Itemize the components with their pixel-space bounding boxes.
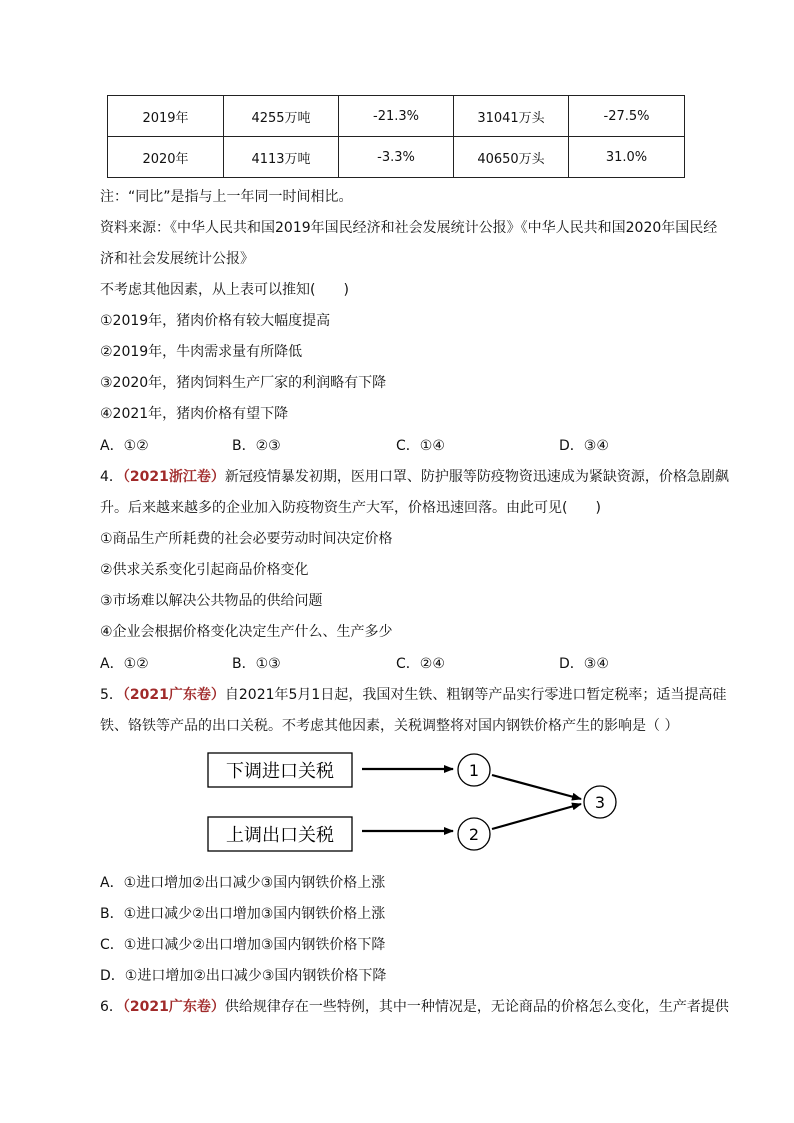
q4-item-2: ②供求关系变化引起商品价格变化 bbox=[100, 562, 309, 578]
q5-option-a[interactable]: A．①进口增加②出口减少③国内钢铁价格上涨 bbox=[100, 875, 386, 891]
q4-option-b[interactable]: B．①③ bbox=[232, 656, 281, 672]
table-cell: 31041万头 bbox=[454, 96, 569, 137]
q5-number: 5． bbox=[100, 687, 123, 703]
q6-stem-line-1 bbox=[100, 997, 729, 1017]
q3-option-b[interactable]: B．②③ bbox=[232, 438, 281, 454]
table-cell: 31.0% bbox=[569, 137, 685, 178]
tariff-flow-diagram bbox=[195, 745, 625, 860]
q5-stem-line-1 bbox=[100, 685, 726, 705]
table-note: 注：“同比”是指与上一年同一时间相比。 bbox=[100, 189, 353, 205]
q4-option-a[interactable]: A．①② bbox=[100, 656, 149, 672]
q5-option-b[interactable]: B．①进口减少②出口增加③国内钢铁价格上涨 bbox=[100, 906, 386, 922]
node-2-label: 2 bbox=[468, 825, 480, 844]
table-cell: 4113万吨 bbox=[224, 137, 339, 178]
q5-stem-line-2: 铁、铬铁等产品的出口关税。不考虑其他因素，关税调整将对国内钢铁价格产生的影响是（ ） bbox=[100, 718, 679, 734]
node-3-label: 3 bbox=[594, 793, 606, 812]
arrow-node2-to-node3 bbox=[492, 804, 581, 829]
node-1-label: 1 bbox=[468, 761, 480, 780]
table-cell: -3.3% bbox=[339, 137, 454, 178]
q4-item-3: ③市场难以解决公共物品的供给问题 bbox=[100, 593, 323, 609]
table-cell: -27.5% bbox=[569, 96, 685, 137]
q3-item-3: ③2020年，猪肉饲料生产厂家的利润略有下降 bbox=[100, 375, 387, 391]
q3-option-d[interactable]: D．③④ bbox=[559, 438, 609, 454]
table-cell: 4255万吨 bbox=[224, 96, 339, 137]
table-cell: -21.3% bbox=[339, 96, 454, 137]
source-line-1: 资料来源：《中华人民共和国2019年国民经济和社会发展统计公报》《中华人民共和国2020年国民经 bbox=[100, 220, 718, 236]
q4-source: （2021浙江卷） bbox=[122, 469, 225, 485]
table-cell: 2020年 bbox=[108, 137, 224, 178]
q4-stem-line-1 bbox=[100, 467, 729, 487]
arrow-node1-to-node3 bbox=[492, 775, 581, 799]
table-cell: 2019年 bbox=[108, 96, 224, 137]
q4-item-4: ④企业会根据价格变化决定生产什么、生产多少 bbox=[100, 624, 393, 640]
q4-stem-line-2: 升。后来越来越多的企业加入防疫物资生产大军，价格迅速回落。由此可见( ) bbox=[100, 500, 601, 516]
table-row bbox=[108, 137, 685, 178]
table-cell: 40650万头 bbox=[454, 137, 569, 178]
q6-source: （2021广东卷） bbox=[122, 999, 225, 1015]
q3-item-1: ①2019年，猪肉价格有较大幅度提高 bbox=[100, 313, 331, 329]
table-row bbox=[108, 96, 685, 137]
export-tariff-label: 上调出口关税 bbox=[226, 825, 334, 846]
q4-option-c[interactable]: C．②④ bbox=[396, 656, 445, 672]
source-line-2: 济和社会发展统计公报》 bbox=[100, 251, 254, 267]
q3-option-a[interactable]: A．①② bbox=[100, 438, 149, 454]
data-table bbox=[107, 95, 685, 178]
q3-item-2: ②2019年，牛肉需求量有所降低 bbox=[100, 344, 303, 360]
q3-stem: 不考虑其他因素，从上表可以推知( ) bbox=[100, 282, 349, 298]
q3-item-4: ④2021年，猪肉价格有望下降 bbox=[100, 406, 289, 422]
q3-option-c[interactable]: C．①④ bbox=[396, 438, 445, 454]
q6-stem-text: 供给规律存在一些特例，其中一种情况是，无论商品的价格怎么变化，生产者提供 bbox=[224, 999, 729, 1015]
q5-source: （2021广东卷） bbox=[122, 687, 225, 703]
q5-option-d[interactable]: D．①进口增加②出口减少③国内钢铁价格下降 bbox=[100, 968, 387, 984]
q4-number: 4． bbox=[100, 469, 123, 485]
q5-option-c[interactable]: C．①进口减少②出口增加③国内钢铁价格下降 bbox=[100, 937, 386, 953]
q6-number: 6． bbox=[100, 999, 123, 1015]
q5-stem-text: 自2021年5月1日起，我国对生铁、粗钢等产品实行零进口暂定税率；适当提高硅 bbox=[224, 687, 727, 703]
q4-option-d[interactable]: D．③④ bbox=[559, 656, 609, 672]
q4-item-1: ①商品生产所耗费的社会必要劳动时间决定价格 bbox=[100, 531, 393, 547]
import-tariff-label: 下调进口关税 bbox=[226, 761, 334, 782]
q4-stem-text: 新冠疫情暴发初期，医用口罩、防护服等防疫物资迅速成为紧缺资源，价格急剧飙 bbox=[224, 469, 729, 485]
